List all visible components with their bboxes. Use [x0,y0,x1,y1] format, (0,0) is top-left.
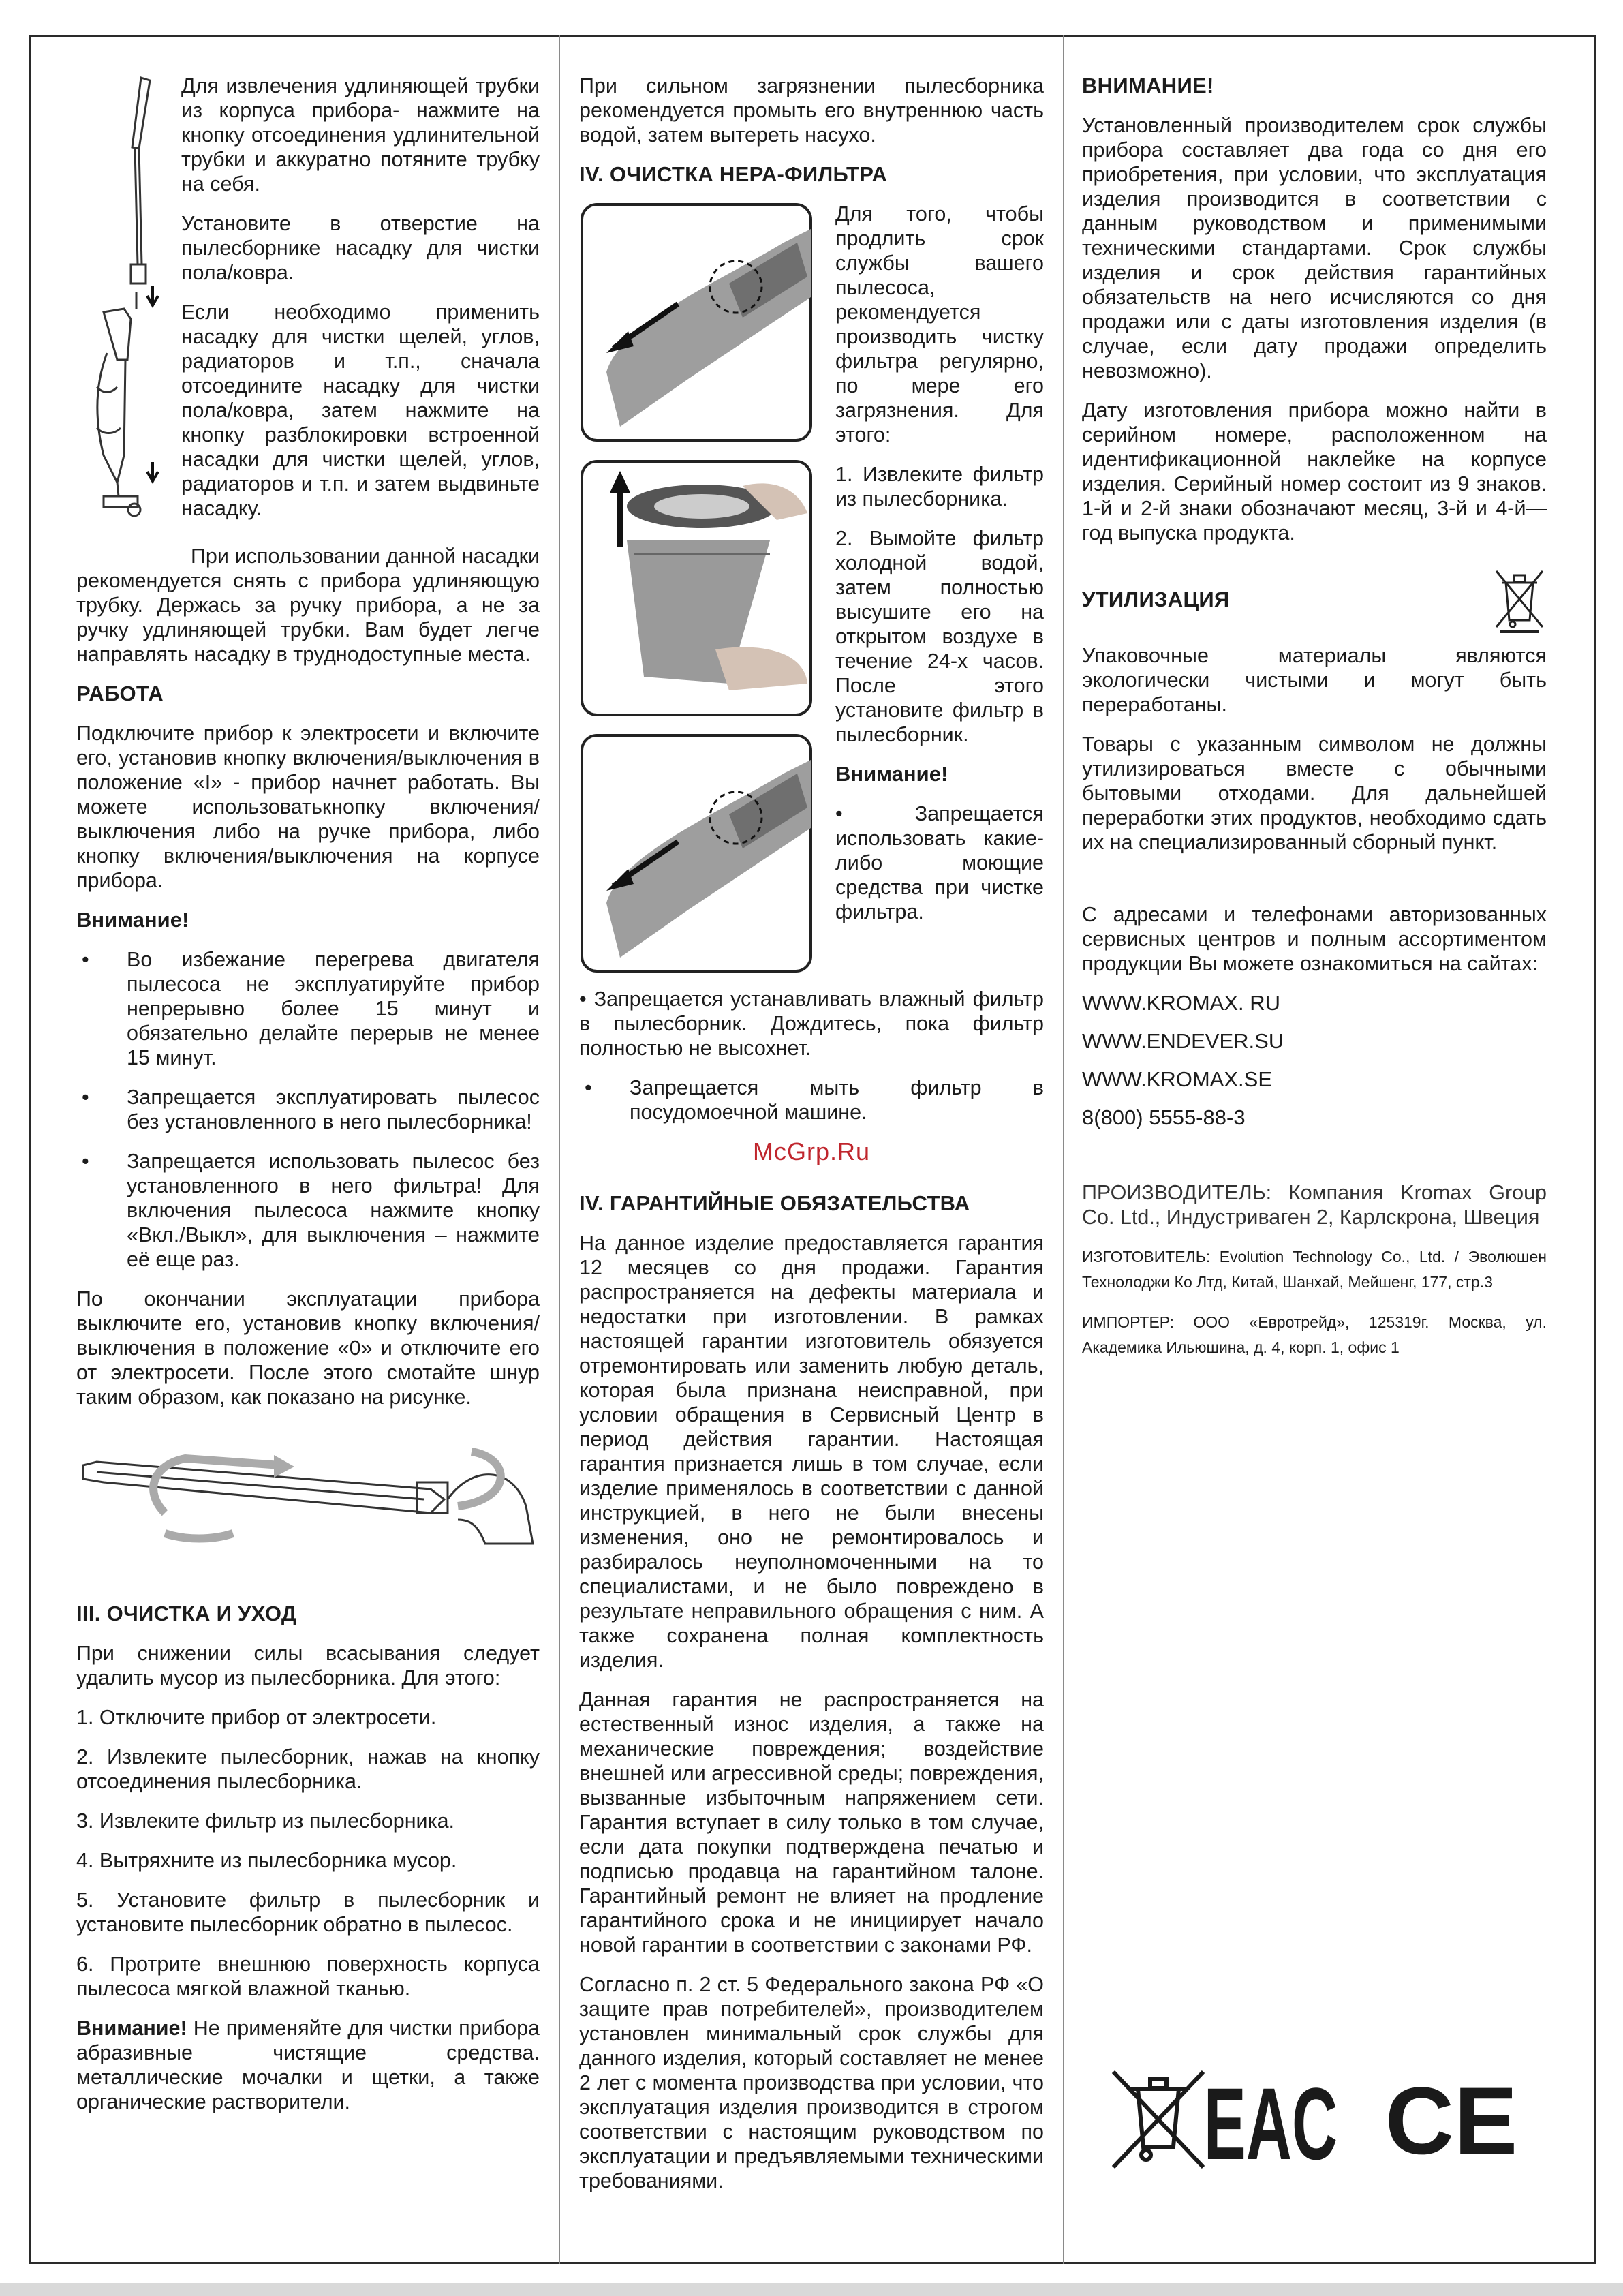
no-detergent-text: • Запрещается использовать какие-либо моющие средства при чистке фильтра. [835,802,1044,923]
care-step: 4. Вытряхните из пылесборника мусор. [76,1849,457,1872]
certification-logos [1104,2065,1554,2174]
website-kromax-se[interactable]: WWW.KROMAX.SE [1082,1067,1272,1091]
list-item: • Запрещается мыть фильтр в посудомоечной машине. [579,1075,1044,1124]
dishwasher-list [579,1075,1044,1124]
list-item: • Во избежание перегрева двигателя пылесоса не эксплуатируйте прибор непрерывно более 15 минут и обязательно делайте перерыв не менее 15 минут. [76,947,540,1070]
disposal-heading: УТИЛИЗАЦИЯ [1082,587,1230,611]
consumer-law-text: Согласно п. 2 ст. 5 Федерального закона РФ «О защите прав потребителей», производителем установлен минимальный срок службы для данного изделия, который составляет не менее 2 лет с момента производства при условии, что эксплуатация изделия производится в строгом соответствии с настоящим руководством по эксплуатации и предъявляемыми техническими требованиями. [579,1973,1044,2192]
hepa-intro-text: Для того, чтобы продлить срок службы вашего пылесоса, рекомендуется производить чистку фильтра регулярно, по мере его загрязнения. Для этого: [835,202,1044,446]
care-step: 5. Установите фильтр в пылесборник и установите пылесборник обратно в пылесос. [76,1888,540,1936]
bottom-band [0,2283,1623,2296]
remove-tube-text: Для извлечения удлиняющей трубки из корпуса прибора- нажмите на кнопку отсоединения удлинительной трубки и аккуратно потяните трубку на себя. [181,74,540,196]
attention-heading: Внимание! [76,908,189,932]
crevice-nozzle-text: Если необходимо применить насадку для чистки щелей, углов, радиаторов и т.п., сначала отсоедините насадку для чистки пола/ковра, затем нажмите на кнопку разблокировки встроенной насадки для чистки щелей, углов, радиаторов и т.п. и затем выдвиньте насадку. [181,301,540,520]
abrasive-warning-text [76,2016,540,2114]
importer-text: ИМПОРТЕР: ООО «Евротрейд», 125319г. Москва, ул. Академика Ильюшина, д. 4, корп. 1, офис 1 [1082,1313,1547,1356]
contacts-text: С адресами и телефонами авторизованных сервисных центров и полным ассортиментом продукции Вы можете ознакомиться на сайтах: [1082,903,1547,975]
install-container-illustration [579,733,814,975]
producer-text: ПРОИЗВОДИТЕЛЬ: Компания Kromax Group Co. Ltd., Индустриваген 2, Карлскрона, Швеция [1082,1181,1547,1229]
hepa-step-2: 2. Вымойте фильтр холодной водой, затем полностью высушите его на открытом воздухе в течение 24-х часов. После этого установите фильтр в пылесборник. [835,527,1044,746]
hepa-illustrations [579,202,819,980]
column-2 [579,74,1044,2208]
care-step: 6. Протрите внешнюю поверхность корпуса пылесоса мягкой влажной тканью. [76,1953,540,2000]
website-kromax-ru[interactable]: WWW.KROMAX. RU [1082,991,1281,1015]
abrasive-warning-body: Не применяйте для чистки прибора абразивные чистящие средства. металлические мочалки и щетки, а также органические растворители. [76,2017,540,2113]
list-item: • Запрещается эксплуатировать пылесос без установленного в него пылесборника! [76,1085,540,1134]
no-wet-filter-text: • Запрещается устанавливать влажный фильтр в пылесборник. Дождитесь, пока фильтр полностью не высохнет. [579,988,1044,1060]
hepa-heading: IV. ОЧИСТКА НЕРА-ФИЛЬТРА [579,162,888,186]
wash-text: При сильном загрязнении пылесборника рекомендуется промыть его внутреннюю часть водой, затем вытереть насухо. [579,74,1044,147]
column-3 [1082,74,1547,1375]
cord-winding-illustration [76,1424,540,1554]
list-item: • Запрещается использовать пылесос без установленного в него фильтра! Для включения пылесоса нажмите кнопку «Вкл./Выкл», для выключения – нажмите её еще раз. [76,1149,540,1272]
ce-mark: CE [1385,2067,1518,2174]
care-step: 2. Извлеките пылесборник, нажав на кнопку отсоединения пылесборника. [76,1745,540,1793]
vacuum-assembly-illustration [76,74,165,537]
crossed-bin-icon [1492,566,1547,634]
column-divider-1 [559,35,560,2264]
symbol-disposal-text: Товары с указанным символом не должны утилизироваться вместе с обычными бытовыми отходами. Для дальнейшей переработки этих продуктов, необходимо сдать их на специализированный сборный пункт. [1082,733,1547,854]
remove-container-illustration [579,202,814,444]
watermark: McGrp.Ru [752,1137,871,1165]
care-step: 3. Извлеките фильтр из пылесборника. [76,1809,455,1833]
logos-svg [1104,2065,1554,2174]
column-1 [76,74,540,2129]
warranty-heading: IV. ГАРАНТИЙНЫЕ ОБЯЗАТЕЛЬСТВА [579,1191,970,1215]
manufacturer-text: ИЗГОТОВИТЕЛЬ: Evolution Technology Co., Ltd. / Эволюшен Технолоджи Ко Лтд, Китай, Шанхай, Мейшенг, 177, стр.3 [1082,1248,1547,1291]
service-life-heading: ВНИМАНИЕ! [1082,74,1214,97]
install-nozzle-text: Установите в отверстие на пылесборнике насадку для чистки пола/ковра. [181,212,540,284]
disposal-header [1082,566,1547,634]
warranty-text-1: На данное изделие предоставляется гарантия 12 месяцев со дня продажи. Гарантия распространяется на дефекты материала и недостатки при изготовлении. В рамках настоящей гарантии изготовитель обязуется отремонтировать или заменить любую деталь, которая была признана неисправной, при условии обращения в Сервисный Центр в период действия гарантии. Настоящая гарантия признается лишь в том случае, если изделие применялось в соответствии с данной инструкцией, в него не были внесены изменения, оно не ремонтировалось и разбиралось неуполномоченными на то специалистами, и не было повреждено в результате неправильного обращения с ним. А также сохранена полная комплектность изделия. [579,1231,1044,1672]
service-life-text: Установленный производителем срок службы прибора составляет два года со дня его приобретения, при условии, что эксплуатация изделия производится в соответствии с данным руководством и применимыми техническими стандартами. Срок службы изделия и срок действия гарантийных обязательств на него исчисляются со дня продажи или с даты изготовления изделия (в случае, если дату продажи определить невозможно). [1082,114,1547,382]
care-intro-text: При снижении силы всасывания следует удалить мусор из пылесборника. Для этого: [76,1642,540,1689]
end-of-use-text: По окончании эксплуатации прибора выключите его, установив кнопку включения/выключения в положение «0» и отключите его от электросети. После этого смотайте шнур таким образом, как показано на рисунке. [76,1287,540,1409]
hepa-step-1: 1. Извлеките фильтр из пылесборника. [835,463,1044,510]
warranty-text-2: Данная гарантия не распространяется на естественный износ изделия, а также на механические повреждения; воздействие внешней или агрессивной среды; повреждения, вызванные избыточным напряжением сети. Гарантия вступает в силу только в том случае, если дата покупки подтверждена печатью и подписью продавца на гарантийном талоне. Гарантийный ремонт не влияет на продление гарантийного срока и не инициирует начало новой гарантии в соответствии с законами РФ. [579,1688,1044,1957]
column-divider-2 [1063,35,1064,2264]
use-nozzle-text: При использовании данной насадки рекомендуется снять с прибора удлиняющую трубку. Держась за ручку прибора, а не за ручку удлиняющей трубки. Вам будет легче направлять насадку в труднодоступные места. [76,545,540,666]
care-step: 1. Отключите прибор от электросети. [76,1706,437,1729]
phone-number: 8(800) 5555-88-3 [1082,1105,1246,1129]
work-text: Подключите прибор к электросети и включите его, установив кнопку включения/выключения в положение «I» - прибор начнет работать. Вы можете использоватькнопку включения/выключения либо на ручке прибора, либо кнопку включения/выключения на корпусе прибора. [76,722,540,892]
abrasive-attention-label: Внимание! [76,2017,187,2040]
work-heading: РАБОТА [76,682,164,705]
attention-list [76,947,540,1272]
packaging-text: Упаковочные материалы являются экологически чистыми и могут быть переработаны. [1082,644,1547,716]
eac-mark: EAC [1203,2067,1338,2174]
website-endever-su[interactable]: WWW.ENDEVER.SU [1082,1029,1284,1053]
care-heading: III. ОЧИСТКА И УХОД [76,1602,297,1625]
serial-number-text: Дату изготовления прибора можно найти в серийном номере, расположенном на идентификационной наклейке на корпусе изделия. Серийный номер состоит из 9 знаков. 1-й и 2-й знаки обозначают месяц, 3-й и 4-й— год выпуска продукта. [1082,399,1547,545]
hepa-attention-heading: Внимание! [835,762,948,786]
remove-filter-illustration [579,459,814,718]
website-list [1082,991,1547,1130]
weee-bin-icon [1113,2072,1203,2167]
